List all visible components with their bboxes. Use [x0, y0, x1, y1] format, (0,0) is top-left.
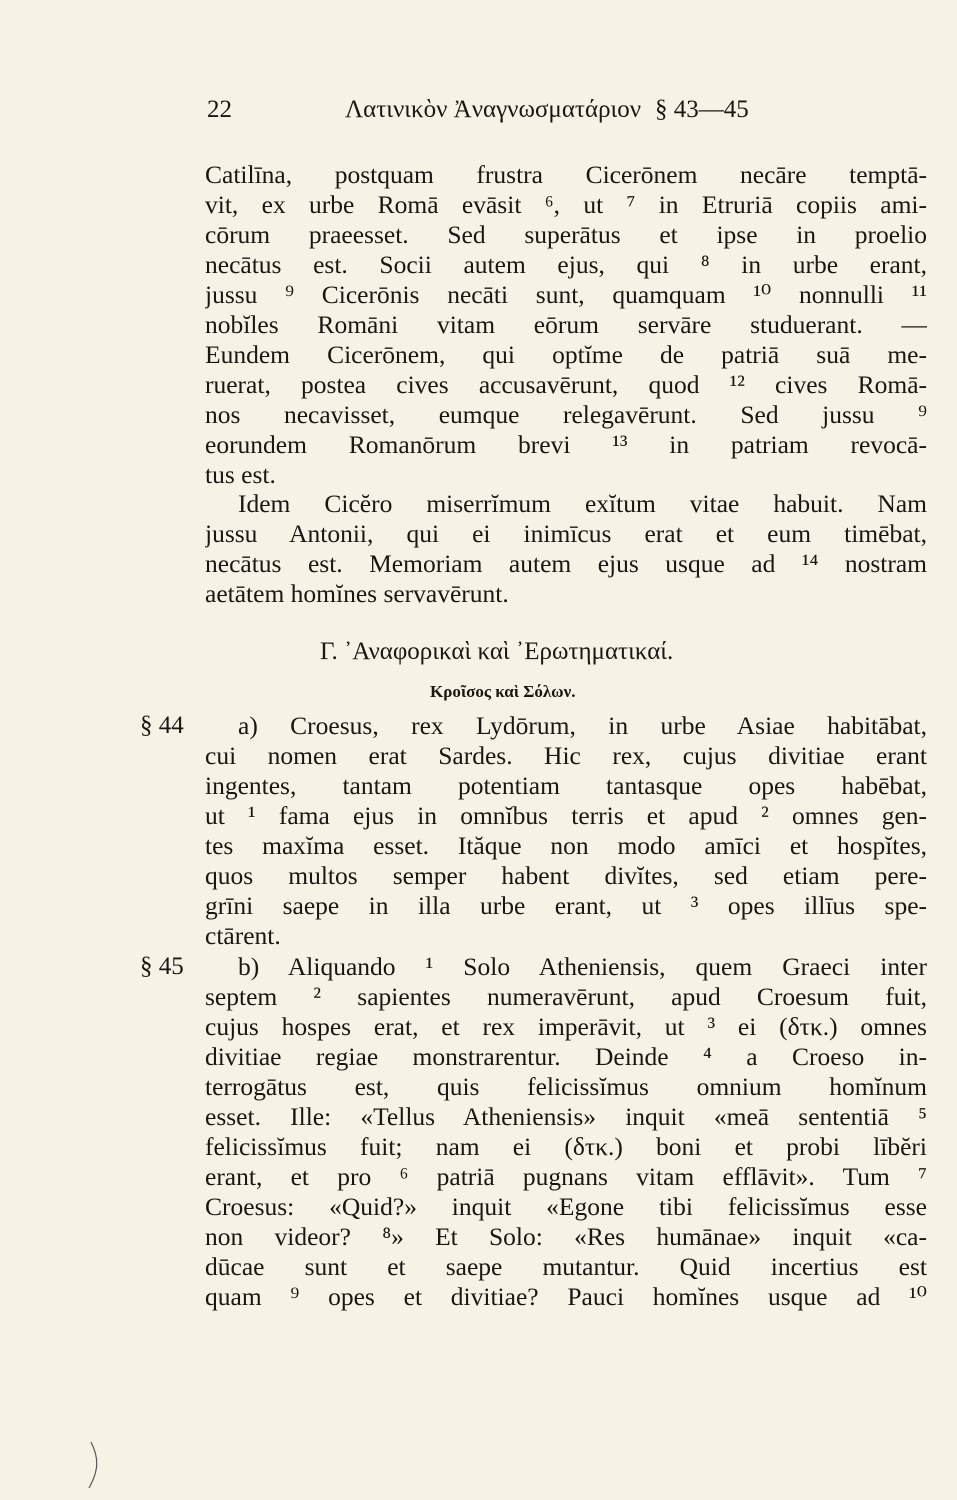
text-line: necātus est. Socii autem ejus, qui ⁸ in urbe erant,	[205, 250, 927, 279]
text-line: eorundem Romanōrum brevi ¹³ in patriam revocā-	[205, 430, 927, 459]
story-title: Κροῖσος καὶ Σόλων.	[430, 682, 576, 701]
text-line: tes maxĭma esset. Ităque non modo amīci et hospĭtes,	[205, 831, 927, 860]
text-line: Croesus: «Quid?» inquit «Egone tibi felicissĭmus esse	[205, 1192, 927, 1221]
text-line: divitiae regiae monstrarentur. Deinde ⁴ a Croeso in-	[205, 1042, 927, 1071]
text-line: Idem Cicĕro miserrĭmum exĭtum vitae habuit. Nam	[238, 489, 927, 518]
text-line: ut ¹ fama ejus in omnĭbus terris et apud ² omnes gen-	[205, 801, 927, 830]
section-heading: Γ. ᾿Αναφορικαὶ καὶ ᾿Ερωτηματικαί.	[320, 638, 674, 665]
text-line: felicissĭmus fuit; nam ei (δτκ.) boni et probi lībĕri	[205, 1132, 927, 1161]
text-line: jussu ⁹ Cicerōnis necāti sunt, quamquam ¹⁰ nonnulli ¹¹	[205, 280, 927, 309]
text-line: ruerat, postea cives accusavērunt, quod ¹² cives Romā-	[205, 370, 927, 399]
section-range: § 43—45	[655, 96, 749, 123]
text-line: a) Croesus, rex Lydōrum, in urbe Asiae habitābat,	[238, 711, 927, 740]
text-line: cujus hospes erat, et rex imperāvit, ut ³ ei (δτκ.) omnes	[205, 1012, 927, 1041]
text-line: nos necavisset, eumque relegavērunt. Sed jussu ⁹	[205, 400, 927, 429]
text-line: Eundem Cicerōnem, qui optĭme de patriā suā me-	[205, 340, 927, 369]
text-line: terrogātus est, quis felicissĭmus omnium homĭnum	[205, 1072, 927, 1101]
text-line: quos multos semper habent divĭtes, sed etiam pere-	[205, 861, 927, 890]
running-header	[207, 96, 827, 130]
text-line: grīni saepe in illa urbe erant, ut ³ opes illīus spe-	[205, 891, 927, 920]
pencil-mark	[85, 1440, 105, 1490]
text-line: dūcae sunt et saepe mutantur. Quid incertius est	[205, 1252, 927, 1281]
text-line: ingentes, tantam potentiam tantasque opes habēbat,	[205, 771, 927, 800]
text-line: jussu Antonii, qui ei inimīcus erat et eum timēbat,	[205, 519, 927, 548]
text-line: septem ² sapientes numeravērunt, apud Croesum fuit,	[205, 982, 927, 1011]
text-line: cui nomen erat Sardes. Hic rex, cujus divitiae erant	[205, 741, 927, 770]
text-line: aetātem homĭnes servavērunt.	[205, 579, 509, 608]
section-label: § 44	[140, 712, 184, 739]
text-line: esset. Ille: «Tellus Atheniensis» inquit «meā sententiā ⁵	[205, 1102, 927, 1131]
text-line: tus est.	[205, 460, 276, 489]
text-line: vit, ex urbe Romā evāsit ⁶, ut ⁷ in Etruriā copiis ami-	[205, 190, 927, 219]
book-title: Λατινικὸν Ἀναγνωσματάριον	[345, 96, 642, 123]
text-line: quam ⁹ opes et divitiae? Pauci homĭnes usque ad ¹⁰	[205, 1282, 927, 1311]
text-line: non videor? ⁸» Et Solo: «Res humānae» inquit «ca-	[205, 1222, 927, 1251]
page-number: 22	[207, 96, 232, 123]
text-line: necātus est. Memoriam autem ejus usque ad ¹⁴ nostram	[205, 549, 927, 578]
text-line: Catilīna, postquam frustra Cicerōnem necāre temptā-	[205, 160, 927, 189]
text-line: cōrum praeesset. Sed superātus et ipse in proelio	[205, 220, 927, 249]
text-line: erant, et pro ⁶ patriā pugnans vitam efflāvit». Tum ⁷	[205, 1162, 927, 1191]
text-line: b) Aliquando ¹ Solo Atheniensis, quem Graeci inter	[238, 952, 927, 981]
section-label: § 45	[140, 953, 184, 980]
text-line: nobĭles Romāni vitam eōrum servāre studuerant. —	[205, 310, 927, 339]
text-line: ctārent.	[205, 921, 281, 950]
